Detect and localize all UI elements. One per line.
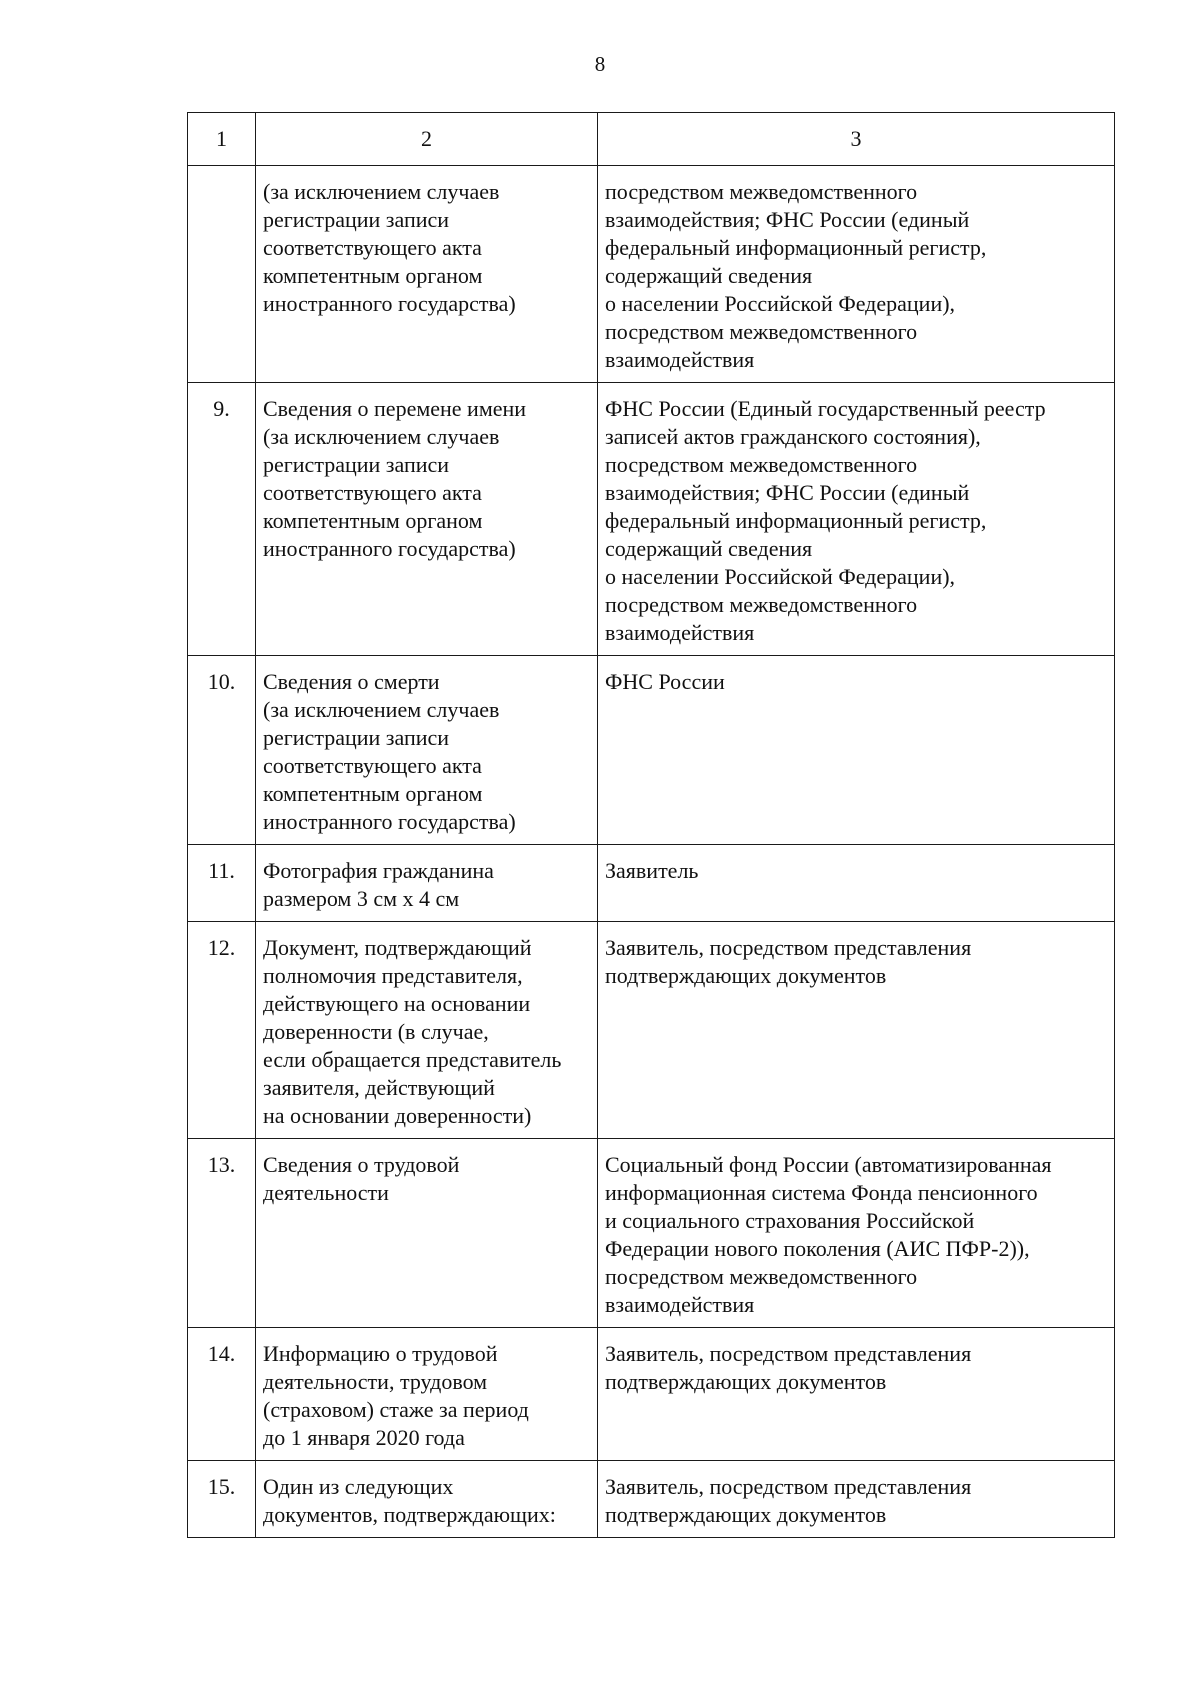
table-row xyxy=(188,656,1115,845)
column-number-2: 2 xyxy=(256,113,598,166)
document-source-cell xyxy=(598,1328,1115,1461)
document-name: Фотография гражданина размером 3 см x 4 см xyxy=(263,858,494,911)
row-number: 10. xyxy=(188,656,256,845)
document-source-cell xyxy=(598,383,1115,656)
table-row xyxy=(188,1461,1115,1538)
document-source: посредством межведомственного взаимодействия; ФНС России (единый федеральный информационный регистр, содержащий сведения о населении Российской Федерации), посредством межведомственного взаимодействия xyxy=(605,179,987,372)
document-source-cell xyxy=(598,1461,1115,1538)
document-source: Заявитель, посредством представления подтверждающих документов xyxy=(605,1341,972,1394)
table-row xyxy=(188,383,1115,656)
table-row xyxy=(188,845,1115,922)
document-name-cell xyxy=(256,1139,598,1328)
row-number: 14. xyxy=(188,1328,256,1461)
document-name: Сведения о трудовой деятельности xyxy=(263,1152,460,1205)
row-number: 11. xyxy=(188,845,256,922)
column-number-1: 1 xyxy=(188,113,256,166)
document-source: Социальный фонд России (автоматизированная информационная система Фонда пенсионного и социального страхования Российской Федерации нового поколения (АИС ПФР-2)), посредством межведомственного взаимодействия xyxy=(605,1152,1052,1317)
document-name-cell xyxy=(256,383,598,656)
document-name-cell xyxy=(256,1461,598,1538)
document-name: Сведения о смерти (за исключением случаев регистрации записи соответствующего акта компетентным органом иностранного государства) xyxy=(263,669,516,834)
table-row xyxy=(188,1328,1115,1461)
document-name-cell xyxy=(256,656,598,845)
document-name-cell xyxy=(256,166,598,383)
document-name: Информацию о трудовой деятельности, трудовом (страховом) стаже за период до 1 января 2020 года xyxy=(263,1341,529,1450)
page-number: 8 xyxy=(594,52,606,76)
document-source: Заявитель, посредством представления подтверждающих документов xyxy=(605,935,972,988)
table-row xyxy=(188,1139,1115,1328)
documents-table xyxy=(187,112,1115,1538)
row-number: 13. xyxy=(188,1139,256,1328)
table-row xyxy=(188,166,1115,383)
document-source: Заявитель, посредством представления подтверждающих документов xyxy=(605,1474,972,1527)
document-source-cell xyxy=(598,656,1115,845)
document-name-cell xyxy=(256,845,598,922)
table-header-row xyxy=(188,113,1115,166)
document-source-cell xyxy=(598,922,1115,1139)
document-name: Сведения о перемене имени (за исключением случаев регистрации записи соответствующего акта компетентным органом иностранного государства) xyxy=(263,396,527,561)
document-name-cell xyxy=(256,922,598,1139)
document-source-cell xyxy=(598,166,1115,383)
row-number: 15. xyxy=(188,1461,256,1538)
document-source: ФНС России (Единый государственный реестр записей актов гражданского состояния), посредством межведомственного взаимодействия; ФНС России (единый федеральный информационный регистр, содержащий сведения о населении Российской Федерации), посредством межведомственного взаимодействия xyxy=(605,396,1046,645)
row-number xyxy=(188,166,256,383)
document-name: (за исключением случаев регистрации записи соответствующего акта компетентным органом иностранного государства) xyxy=(263,179,516,316)
row-number: 9. xyxy=(188,383,256,656)
document-name-cell xyxy=(256,1328,598,1461)
document-source-cell xyxy=(598,1139,1115,1328)
document-name: Документ, подтверждающий полномочия представителя, действующего на основании доверенности (в случае, если обращается представитель заявителя, действующий на основании доверенности) xyxy=(263,935,562,1128)
table-row xyxy=(188,922,1115,1139)
document-source: Заявитель xyxy=(605,858,699,883)
column-number-3: 3 xyxy=(598,113,1115,166)
document-name: Один из следующих документов, подтверждающих: xyxy=(263,1474,556,1527)
row-number: 12. xyxy=(188,922,256,1139)
document-source-cell xyxy=(598,845,1115,922)
document-source: ФНС России xyxy=(605,669,725,694)
